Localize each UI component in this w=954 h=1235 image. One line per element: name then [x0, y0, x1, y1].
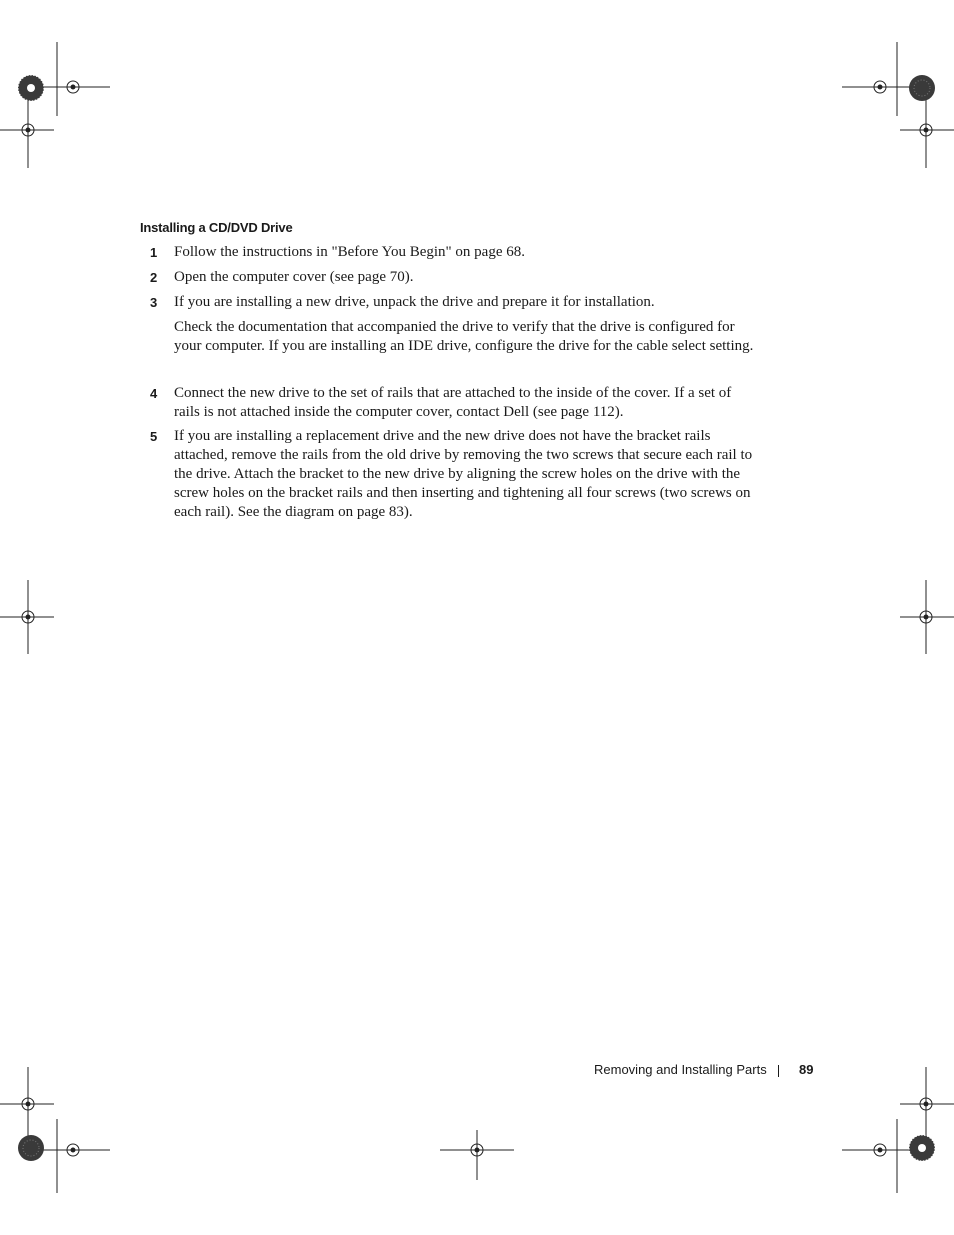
footer-divider — [778, 1065, 779, 1077]
step-text: If you are installing a new drive, unpack the drive and prepare it for installation. — [174, 294, 655, 310]
step-text: Open the computer cover (see page 70). — [174, 269, 414, 285]
step-number: 2 — [150, 270, 158, 285]
step-number: 4 — [150, 386, 158, 401]
starburst-mark-icon — [18, 75, 935, 1161]
footer-section-title: Removing and Installing Parts — [594, 1062, 767, 1077]
section-heading: Installing a CD/DVD Drive — [140, 220, 293, 235]
step-number: 1 — [150, 245, 158, 260]
step-number: 3 — [150, 295, 158, 310]
step-text: If you are installing a replacement drive and the new drive does not have the bracket rails attached, remove the rails from the old drive by removing the two screws that secure each rail to the drive. Attach the bracket to the new drive by aligning the screw holes on the drive with the screw holes on the bracket rails and then inserting and tightening all four screws (two screws on each rail). See the diagram on page 83). — [174, 428, 753, 520]
page-number: 89 — [799, 1062, 814, 1077]
step-text: Follow the instructions in "Before You Begin" on page 68. — [174, 244, 525, 260]
step-text: Connect the new drive to the set of rails that are attached to the inside of the cover. If a set of rails is not attached inside the computer cover, contact Dell (see page 112). — [174, 385, 732, 420]
step-note-text: Check the documentation that accompanied the drive to verify that the drive is configured for your computer. If you are installing an IDE drive, configure the drive for the cable select setting. — [174, 319, 754, 354]
step-number: 5 — [150, 429, 158, 444]
